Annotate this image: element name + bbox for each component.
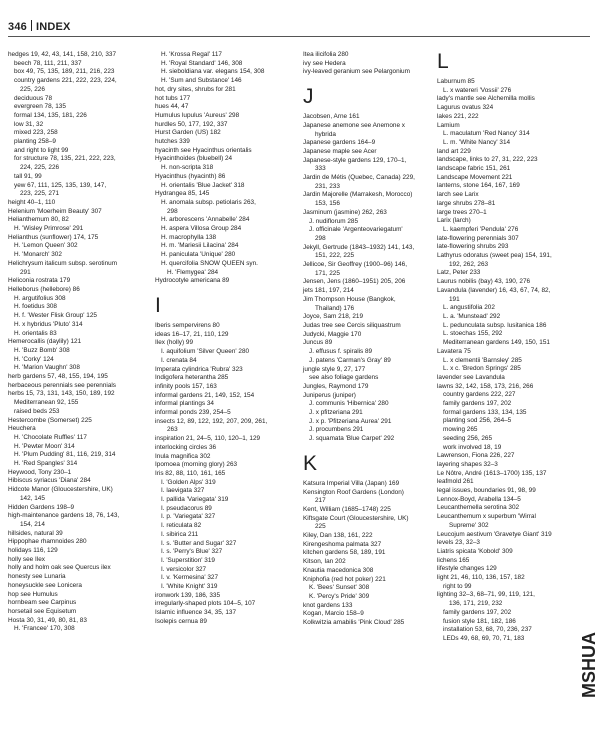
- index-entry: high-maintenance gardens 18, 76, 143,: [8, 512, 120, 520]
- index-entry: lady's mantle see Alchemilla mollis: [437, 95, 535, 103]
- index-entry: Heywood, Tony 230–1: [8, 468, 72, 476]
- index-entry: Katsura Imperial Villa (Japan) 169: [303, 479, 400, 487]
- index-entry: Jardin Majorelle (Marrakesh, Morocco): [303, 191, 413, 199]
- index-entry: 225: [315, 523, 326, 531]
- section-title: INDEX: [35, 21, 71, 33]
- index-entry: Kirengeshoma palmata 327: [303, 540, 382, 548]
- index-column-3: [303, 51, 415, 628]
- index-entry: 151, 222, 225: [315, 252, 355, 260]
- index-entry: Kiftsgate Court (Gloucestershire, UK): [303, 514, 409, 522]
- index-entry: I. 'Golden Alps' 319: [161, 478, 216, 486]
- index-entry: work involved 18, 19: [443, 443, 502, 451]
- header-divider: [31, 20, 32, 31]
- index-entry: Hydrocotyle americana 89: [155, 277, 230, 285]
- index-entry: LEDs 49, 68, 69, 70, 71, 183: [443, 635, 525, 642]
- index-entry: Japanese maple see Acer: [303, 147, 377, 155]
- index-entry: jungle style 9, 27, 177: [303, 365, 366, 373]
- index-entry: H. 'Corky' 124: [14, 355, 54, 363]
- index-entry: H. foetidus 308: [14, 303, 57, 311]
- index-entry: interlocking circles 36: [155, 443, 217, 451]
- index-entry: evergreen 78, 135: [14, 103, 66, 111]
- index-entry: 333: [315, 165, 326, 173]
- index-entry: J. nudiflorum 285: [309, 217, 359, 225]
- index-entry: hybrida: [315, 130, 336, 138]
- index-entry: hurdles 50, 177, 192, 337: [155, 120, 228, 128]
- index-entry: Lamium: [437, 121, 460, 129]
- index-entry: horsetail see Equisetum: [8, 608, 77, 615]
- index-entry: for structure 78, 135, 221, 222, 223,: [14, 155, 116, 163]
- index-entry: Hidcote Manor (Gloucestershire, UK): [8, 486, 113, 494]
- index-entry: H. 'Wisley Primrose' 291: [14, 225, 84, 233]
- index-entry: J. effusus f. spiralis 89: [309, 348, 373, 356]
- index-entry: Jardin de Métis (Quebec, Canada) 229,: [303, 174, 415, 182]
- index-entry: late-flowering perennials 307: [437, 234, 519, 242]
- index-entry: legal issues, boundaries 91, 98, 99: [437, 487, 536, 495]
- index-entry: H. argutifolius 308: [14, 294, 66, 302]
- index-entry: layering shapes 32–3: [437, 460, 498, 468]
- index-entry: hues 44, 47: [155, 103, 189, 111]
- index-entry: H. m. 'Mariesii Lilacina' 284: [161, 242, 239, 250]
- index-entry: H. 'Royal Standard' 146, 308: [161, 59, 243, 67]
- index-entry: Kent, William (1685–1748) 225: [303, 505, 391, 513]
- index-entry: H. f. 'Wester Flisk Group' 125: [14, 312, 97, 320]
- index-entry: K. 'Bees' Sunset' 308: [309, 584, 370, 592]
- index-entry: hornbeam see Carpinus: [8, 599, 77, 607]
- index-entry: H. orientalis 'Blue Jacket' 318: [161, 181, 245, 189]
- index-entry: honeysuckle see Lonicera: [8, 581, 82, 589]
- index-entry: light 21, 46, 110, 136, 157, 182: [437, 574, 525, 582]
- index-entry: 192, 262, 263: [449, 260, 489, 268]
- index-entry: Juniperus (juniper): [303, 391, 356, 399]
- index-entry: Jungles, Raymond 179: [303, 382, 369, 390]
- index-entry: leafmold 261: [437, 478, 474, 486]
- index-entry: Japanese gardens 164–9: [303, 139, 376, 147]
- header-rule: [8, 36, 590, 37]
- index-entry: Japanese-style gardens 129, 170–1,: [303, 156, 407, 164]
- index-entry: holidays 116, 129: [8, 547, 58, 555]
- index-entry: larch see Larix: [437, 191, 479, 199]
- index-entry: informal plantings 34: [155, 400, 214, 408]
- index-entry: 231, 233: [315, 182, 340, 190]
- index-entry: J. squamata 'Blue Carpet' 292: [309, 435, 395, 443]
- index-entry: H. paniculata 'Unique' 280: [161, 251, 236, 259]
- index-entry: and right to light 99: [14, 146, 69, 154]
- index-entry: Kensington Roof Gardens (London): [303, 488, 404, 496]
- index-entry: beech 78, 111, 211, 337: [14, 59, 82, 67]
- index-entry: lanterns, stone 164, 167, 169: [437, 182, 520, 190]
- index-entry: I. 'Superstition' 319: [161, 556, 215, 564]
- index-entry: see also foliage gardens: [309, 374, 379, 382]
- index-entry: H. 'Monarch' 302: [14, 251, 62, 259]
- index-entry: Hippophae rhamnoides 280: [8, 538, 87, 546]
- index-entry: knot gardens 133: [303, 601, 353, 609]
- index-entry: J. x p. 'Pfitzeriana Aurea' 291: [309, 417, 392, 425]
- index-entry: levels 23, 32–3: [437, 539, 480, 547]
- index-entry: Leucojum aestivum 'Gravetye Giant' 319: [437, 530, 552, 538]
- index-entry: 142, 145: [20, 494, 45, 502]
- index-entry: 171, 225: [315, 269, 340, 277]
- index-entry: Helleborus (hellebore) 86: [8, 285, 80, 293]
- index-entry: Jacobsen, Arne 161: [303, 113, 360, 121]
- index-entry: 224, 225, 226: [20, 164, 60, 172]
- index-entry: Indigofera heterantha 285: [155, 374, 229, 382]
- index-entry: Hyacinthoides (bluebell) 24: [155, 155, 233, 163]
- index-entry: family gardens 197, 202: [443, 608, 512, 616]
- index-entry: hedges 19, 42, 43, 141, 158, 210, 337: [8, 51, 117, 58]
- index-entry: Kolkwitzia amabilis 'Pink Cloud' 285: [303, 619, 405, 627]
- index-entry: Liatris spicata 'Kobold' 309: [437, 547, 513, 555]
- index-entry: Hestercombe (Somerset) 225: [8, 416, 92, 424]
- index-entry: I. s. 'Butter and Sugar' 327: [161, 539, 237, 547]
- index-entry: Lavandula (lavender) 16, 43, 67, 74, 82,: [437, 286, 551, 294]
- index-entry: Judycki, Maggie 170: [303, 330, 362, 338]
- index-entry: raised beds 253: [14, 407, 60, 415]
- index-entry: 153, 156: [315, 200, 340, 208]
- index-entry: Mediterranean gardens 149, 150, 151: [443, 339, 550, 347]
- index-entry: I. 'White Knight' 319: [161, 583, 218, 591]
- index-entry: lighting 32–3, 68–71, 99, 119, 121,: [437, 591, 535, 599]
- index-entry: Hibiscus syriacus 'Diana' 284: [8, 477, 91, 485]
- index-entry: L. maculatum 'Red Nancy' 314: [443, 130, 530, 138]
- index-entry: family gardens 197, 202: [443, 400, 512, 408]
- index-entry: hutches 339: [155, 138, 190, 146]
- index-entry: J. communis 'Hibernica' 280: [309, 400, 389, 408]
- index-entry: 298: [315, 234, 326, 242]
- index-entry: Hurst Garden (US) 182: [155, 129, 221, 137]
- index-entry: hot, dry sites, shrubs for 281: [155, 85, 236, 93]
- index-entry: mixed 223, 258: [14, 129, 58, 137]
- index-entry: Islamic influence 34, 35, 137: [155, 609, 236, 617]
- index-entry: country gardens 222, 227: [443, 391, 516, 399]
- index-entry: Laurus nobilis (bay) 43, 190, 276: [437, 278, 531, 286]
- index-entry: insects 12, 89, 122, 192, 207, 209, 261,: [155, 417, 268, 425]
- index-entry: Japanese anemone see Anemone x: [303, 121, 405, 129]
- index-entry: Hosta 30, 31, 49, 80, 81, 83: [8, 616, 87, 624]
- index-entry: I. crenata 84: [161, 356, 197, 364]
- index-entry: L. m. 'White Nancy' 314: [443, 138, 511, 146]
- index-entry: 263: [167, 426, 178, 434]
- index-entry: H. 'Lemon Queen' 302: [14, 242, 78, 250]
- index-entry: landscape, links to 27, 31, 222, 223: [437, 156, 538, 164]
- index-entry: hot tubs 177: [155, 94, 191, 102]
- index-entry: Supreme' 302: [449, 521, 489, 529]
- index-entry: L. a. 'Munstead' 292: [443, 312, 501, 320]
- index-entry: 225, 226: [20, 85, 45, 93]
- index-entry: J. procumbens 291: [309, 426, 364, 434]
- index-entry: 136, 171, 219, 232: [449, 600, 503, 608]
- index-entry: Kitson, Ian 202: [303, 558, 346, 566]
- index-entry: H. non-scripta 318: [161, 164, 214, 172]
- index-entry: Inula magnifica 302: [155, 452, 211, 460]
- side-watermark: MSHUA: [579, 632, 599, 698]
- index-entry: deciduous 78: [14, 94, 53, 102]
- index-entry: Hyacinthus (hyacinth) 86: [155, 172, 226, 180]
- index-entry: H. 'Sum and Substance' 146: [161, 77, 242, 85]
- index-entry: lawns 32, 142, 158, 173, 216, 266: [437, 382, 534, 390]
- index-entry: H. 'Flemygea' 284: [167, 268, 219, 276]
- index-entry: yew 67, 111, 125, 135, 139, 147,: [14, 181, 107, 189]
- index-entry: ivy-leaved geranium see Pelargonium: [303, 68, 410, 76]
- index-entry: Knautia macedonica 308: [303, 566, 374, 574]
- index-entry: holly see Ilex: [8, 555, 45, 563]
- index-entry: H. 'Chocolate Ruffles' 117: [14, 433, 87, 441]
- index-column-1: [8, 51, 119, 634]
- index-entry: H. 'Francee' 170, 308: [14, 625, 75, 633]
- index-entry: formal gardens 133, 134, 135: [443, 408, 527, 416]
- index-entry: Heliconia rostrata 179: [8, 277, 71, 285]
- index-entry: Heuchera: [8, 425, 36, 433]
- index-entry: H. sieboldiana var. elegans 154, 308: [161, 68, 265, 76]
- index-entry: Lawrenson, Fiona 226, 227: [437, 452, 515, 460]
- index-entry: Leucanthemum x superbum 'Wirral: [437, 513, 536, 521]
- index-entry: Helianthemum 80, 82: [8, 216, 69, 224]
- index-entry: I. laevigata 327: [161, 487, 205, 495]
- index-entry: K. 'Percy's Pride' 309: [309, 592, 370, 600]
- index-entry: Iberis sempervirens 80: [155, 321, 220, 329]
- index-entry: Kiley, Dan 138, 161, 222: [303, 532, 373, 540]
- index-entry: L. x c. 'Bredon Springs' 285: [443, 365, 521, 373]
- index-entry: J. officinale 'Argenteovariegatum': [309, 226, 403, 234]
- index-entry: Leucanthemella serotina 302: [437, 504, 520, 512]
- index-entry: L. pedunculata subsp. lusitanica 186: [443, 321, 547, 329]
- index-entry: Laburnum 85: [437, 78, 475, 85]
- index-entry: herb gardens 57, 48, 155, 194, 195: [8, 373, 108, 381]
- index-entry: ivy see Hedera: [303, 59, 346, 67]
- index-entry: informal ponds 239, 254–5: [155, 409, 231, 417]
- index-entry: H. orientalis 83: [14, 329, 57, 337]
- index-entry: Lennox-Boyd, Arabella 134–5: [437, 495, 521, 503]
- index-entry: Helianthus (sunflower) 174, 175: [8, 233, 99, 241]
- index-entry: Juncus 89: [303, 339, 333, 347]
- index-entry: L. kaempferi 'Pendula' 276: [443, 225, 519, 233]
- page-number: 346: [8, 21, 27, 33]
- index-entry: L. x watereri 'Vossii' 276: [443, 86, 512, 94]
- index-entry: H. aspera Villosa Group 284: [161, 225, 242, 233]
- index-entry: planting 258–9: [14, 138, 56, 146]
- index-entry: hop see Humulus: [8, 590, 58, 598]
- section-letter: J: [303, 85, 314, 109]
- index-entry: Helichrysum italicum subsp. serotinum: [8, 259, 118, 267]
- index-entry: Humulus lupulus 'Aureus' 298: [155, 111, 240, 119]
- index-entry: infinity pools 157, 163: [155, 382, 217, 390]
- index-entry: Jekyll, Gertrude (1843–1932) 141, 143,: [303, 243, 415, 251]
- index-entry: H. arborescens 'Annabelle' 284: [161, 216, 250, 224]
- index-entry: formal 134, 135, 181, 226: [14, 111, 87, 119]
- index-entry: Lagurus ovatus 324: [437, 104, 494, 112]
- index-entry: J. patens 'Carman's Gray' 89: [309, 356, 391, 364]
- index-entry: Thailand) 176: [315, 304, 355, 312]
- index-entry: large trees 270–1: [437, 208, 487, 216]
- index-entry: I. reticulata 82: [161, 522, 202, 530]
- index-entry: I. p. 'Variegata' 327: [161, 513, 216, 521]
- index-entry: L. angustifolia 202: [443, 304, 495, 312]
- index-entry: land art 229: [437, 147, 471, 155]
- index-column-4: [437, 51, 552, 644]
- index-entry: I. pseudacorus 89: [161, 504, 212, 512]
- index-entry: 154, 214: [20, 520, 45, 528]
- index-entry: lakes 221, 222: [437, 112, 479, 120]
- index-entry: lavender see Lavandula: [437, 373, 505, 381]
- index-entry: Judas tree see Cercis siliquastrum: [303, 321, 401, 329]
- index-entry: H. 'Buzz Bomb' 308: [14, 346, 70, 354]
- index-entry: Ipomoea (morning glory) 263: [155, 461, 238, 469]
- index-entry: box 49, 75, 135, 189, 211, 216, 223: [14, 68, 115, 76]
- index-entry: H. 'Marion Vaughn' 308: [14, 364, 80, 372]
- section-letter: K: [303, 451, 318, 475]
- index-entry: I. aquifolium 'Silver Queen' 280: [161, 348, 250, 356]
- index-entry: tall 91, 99: [14, 172, 42, 180]
- index-entry: lichens 165: [437, 556, 470, 564]
- index-entry: Kogan, Marcio 158–9: [303, 610, 364, 618]
- index-entry: right to 99: [443, 582, 472, 590]
- index-entry: holly and holm oak see Quercus ilex: [8, 564, 111, 572]
- index-entry: planting sod 256, 264–5: [443, 417, 512, 425]
- index-entry: herbs 15, 73, 131, 143, 150, 189, 192: [8, 390, 115, 398]
- index-entry: hyacinth see Hyacinthus orientalis: [155, 146, 252, 154]
- index-entry: Hemerocallis (daylily) 121: [8, 338, 82, 346]
- index-entry: 291: [20, 268, 31, 276]
- index-entry: Isolepis cernua 89: [155, 617, 207, 625]
- index-entry: ironwork 139, 186, 335: [155, 591, 221, 599]
- index-entry: informal gardens 21, 149, 152, 154: [155, 391, 255, 399]
- index-entry: I. versicolor 327: [161, 565, 207, 573]
- index-entry: Le Nôtre, André (1613–1700) 135, 137: [437, 469, 547, 477]
- index-entry: country gardens 221, 222, 223, 224,: [14, 77, 117, 85]
- index-entry: large shrubs 278–81: [437, 199, 496, 207]
- index-entry: seeding 256, 265: [443, 434, 493, 442]
- index-entry: hillsides, natural 39: [8, 529, 63, 537]
- index-entry: H. anomala subsp. petiolaris 263,: [161, 198, 256, 206]
- index-entry: kitchen gardens 58, 189, 191: [303, 549, 386, 557]
- index-entry: Jellicoe, Sir Geoffrey (1900–96) 146,: [303, 261, 407, 269]
- index-entry: lifestyle changes 129: [437, 565, 497, 573]
- index-entry: landscape fabric 151, 261: [437, 165, 511, 173]
- index-entry: Hydrangea 85, 145: [155, 190, 210, 198]
- index-entry: Iris 82, 88, 110, 161, 165: [155, 469, 226, 477]
- index-entry: Kniphofia (red hot poker) 221: [303, 575, 386, 583]
- index-entry: H. 'Krossa Regal' 117: [161, 51, 222, 58]
- index-entry: I. sibirica 211: [161, 530, 199, 538]
- index-entry: inspiration 21, 24–5, 110, 120–1, 129: [155, 435, 261, 443]
- index-entry: Joyce, Sam 218, 219: [303, 313, 364, 321]
- index-entry: H. 'Red Spangles' 314: [14, 460, 78, 468]
- index-entry: Itea ilicifolia 280: [303, 51, 349, 58]
- index-entry: low 31, 32: [14, 120, 44, 128]
- index-entry: installation 53, 68, 70, 236, 237: [443, 626, 532, 634]
- index-column-2: [155, 51, 267, 627]
- index-entry: herbaceous perennials see perennials: [8, 381, 117, 389]
- index-entry: Lavatera 75: [437, 347, 471, 355]
- index-entry: late-flowering shrubs 293: [437, 243, 509, 251]
- index-entry: height 40–1, 110: [8, 198, 56, 206]
- index-entry: Imperata cylindrica 'Rubra' 323: [155, 365, 243, 373]
- index-entry: Larix (larch): [437, 217, 471, 225]
- index-entry: Jasminum (jasmine) 262, 263: [303, 208, 387, 216]
- index-entry: Landscape Movement 221: [437, 173, 513, 181]
- index-entry: Helenium 'Moerheim Beauty' 307: [8, 207, 102, 215]
- index-entry: L. x clementii 'Barnsley' 285: [443, 356, 522, 364]
- index-entry: H. 'Plum Pudding' 81, 116, 219, 314: [14, 451, 116, 459]
- index-entry: H. quercifolia SNOW QUEEN syn.: [161, 259, 258, 267]
- page-header: [8, 20, 71, 33]
- index-entry: I. v. 'Kermesina' 327: [161, 574, 219, 582]
- section-letter: L: [437, 50, 449, 73]
- index-entry: 217: [315, 497, 326, 505]
- index-entry: Mediterranean 92, 155: [14, 399, 79, 407]
- index-entry: jets 181, 197, 214: [303, 287, 354, 295]
- index-entry: Jim Thompson House (Bangkok,: [303, 295, 396, 303]
- index-entry: J. x pfitzeriana 291: [309, 409, 363, 417]
- index-entry: Latz, Peter 233: [437, 269, 481, 277]
- section-letter: I: [155, 293, 161, 317]
- index-entry: honesty see Lunaria: [8, 573, 66, 581]
- index-entry: irregularly-shaped plots 104–5, 107: [155, 600, 256, 608]
- index-entry: 223, 225, 271: [20, 190, 60, 198]
- index-entry: Jensen, Jens (1860–1951) 205, 206: [303, 278, 406, 286]
- index-entry: H. x hybridus 'Pluto' 314: [14, 320, 83, 328]
- index-entry: Hidden Gardens 198–9: [8, 503, 75, 511]
- index-entry: 298: [167, 207, 178, 215]
- index-entry: H. macrophylla 138: [161, 233, 217, 241]
- index-entry: ideas 16–17, 21, 110, 129: [155, 330, 229, 338]
- index-entry: I. s. 'Perry's Blue' 327: [161, 548, 223, 556]
- index-entry: H. 'Pewter Moon' 314: [14, 442, 75, 450]
- index-entry: 191: [449, 295, 460, 303]
- index-entry: mowing 265: [443, 426, 478, 434]
- index-entry: Ilex (holly) 99: [155, 339, 194, 347]
- index-entry: fusion style 181, 182, 186: [443, 617, 516, 625]
- index-entry: Lathyrus odoratus (sweet pea) 154, 191,: [437, 252, 552, 260]
- index-entry: L. stoechas 155, 292: [443, 330, 503, 338]
- index-entry: I. pallida 'Variegata' 319: [161, 496, 229, 504]
